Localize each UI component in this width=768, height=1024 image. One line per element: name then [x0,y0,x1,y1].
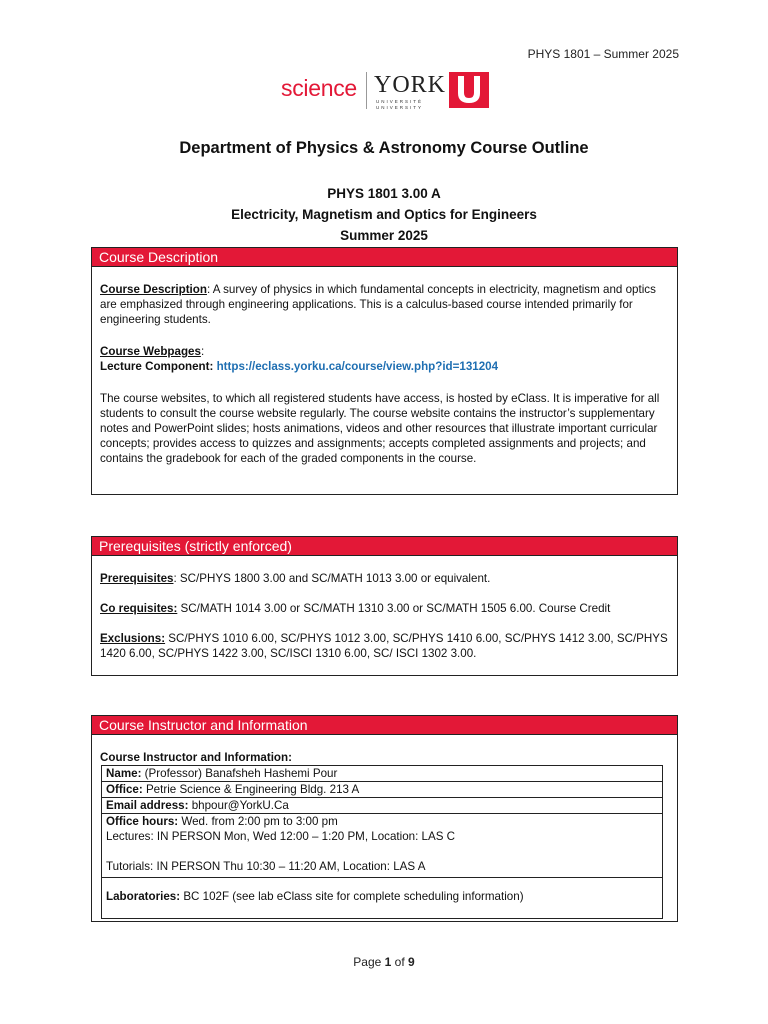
exclusions-text: SC/PHYS 1010 6.00, SC/PHYS 1012 3.00, SC/PHYS 1410 6.00, SC/PHYS 1412 3.00, SC/PHYS 1420 6.00, SC/PHYS 1422 3.00, SC/ISCI 1310 6.00, SC/ ISCI 1302 3.00. [100,632,668,660]
lecture-component-label: Lecture Component: [100,360,217,373]
running-head: PHYS 1801 – Summer 2025 [527,47,679,61]
course-name: Electricity, Magnetism and Optics for Engineers [231,207,537,222]
section-header: Course Instructor and Information [92,716,677,735]
prerequisites-text: : SC/PHYS 1800 3.00 and SC/MATH 1013 3.00 or equivalent. [173,572,491,585]
prerequisites-section [91,536,678,676]
office-label: Office: [106,783,143,796]
corequisites-label: Co requisites: [100,602,178,615]
laboratories-row [102,878,662,918]
course-webpages-heading [100,344,669,359]
page-of: of [391,955,409,969]
course-description-paragraph [100,282,669,327]
instructor-hours-row [102,814,662,878]
page-current: 1 [384,955,392,969]
course-webpages-colon: : [200,345,205,358]
name-label: Name: [106,767,142,780]
course-description-text: : A survey of physics in which fundamental concepts in electricity, magnetism and optics are emphasized through engineering applications. This is a calculus-based course intended primarily for engineering students. [100,283,656,326]
section-body [92,750,677,765]
logo-university-text [376,99,456,110]
page-total: 9 [408,955,415,969]
office-hours-value: Wed. from 2:00 pm to 3:00 pm [178,815,338,828]
instructor-email-row [102,798,662,814]
lecture-component-link[interactable]: https://eclass.yorku.ca/course/view.php?id=131204 [216,360,499,373]
logo-york-text: YORK [374,72,447,98]
corequisites-paragraph [100,601,669,616]
section-body [92,571,677,661]
email-value[interactable]: bhpour@YorkU.Ca [188,799,289,812]
york-science-logo [0,70,768,112]
course-webpages-label: Course Webpages [100,345,201,358]
email-label: Email address: [106,799,189,812]
section-header: Course Description [92,248,677,267]
page-prefix: Page [353,955,385,969]
office-hours-label: Office hours: [106,815,179,828]
course-description-section [91,247,678,495]
office-hours-line [106,814,662,829]
laboratories-value: BC 102F (see lab eClass site for complete scheduling information) [180,890,524,903]
laboratories-label: Laboratories: [106,890,181,903]
instructor-office-row [102,782,662,798]
course-description-label: Course Description [100,283,207,296]
tutorials-line: Tutorials: IN PERSON Thu 10:30 – 11:20 AM, Location: LAS A [106,860,426,873]
prerequisites-label: Prerequisites [100,572,174,585]
section-body [92,282,677,466]
york-u-logo-icon [449,72,489,108]
logo-universite: UNIVERSITÉ [376,99,424,104]
page-title: Department of Physics & Astronomy Course Outline [179,139,589,157]
logo-divider [366,72,367,109]
office-value: Petrie Science & Engineering Bldg. 213 A [142,783,360,796]
name-value: (Professor) Banafsheh Hashemi Pour [141,767,338,780]
section-header: Prerequisites (strictly enforced) [92,537,677,556]
course-websites-paragraph: The course websites, to which all registered students have access, is hosted by eClass. It is imperative for all students to consult the course website regularly. The course website contains the instructor’s supplementary notes and PowerPoint slides; hosts animations, videos and other resources that illustrate important curricular concepts; provides access to quizzes and assignments; accepts completed assignments and projects; and contains the gradebook for each of the graded components in the course. [100,392,660,465]
instructor-info-table [101,765,663,919]
instructor-name-row [102,766,662,782]
lecture-component-line [100,359,669,374]
exclusions-paragraph [100,631,669,661]
logo-science-text: science [281,75,357,101]
corequisites-text: SC/MATH 1014 3.00 or SC/MATH 1310 3.00 or SC/MATH 1505 6.00. Course Credit [177,602,611,615]
prerequisites-paragraph [100,571,669,586]
instructor-section [91,715,678,922]
course-code: PHYS 1801 3.00 A [327,186,441,201]
course-term: Summer 2025 [340,228,428,243]
instructor-info-label: Course Instructor and Information: [100,751,292,764]
logo-university: UNIVERSITY [376,104,424,110]
lectures-line: Lectures: IN PERSON Mon, Wed 12:00 – 1:20 PM, Location: LAS C [106,830,456,843]
page-number [0,955,768,969]
exclusions-label: Exclusions: [100,632,166,645]
